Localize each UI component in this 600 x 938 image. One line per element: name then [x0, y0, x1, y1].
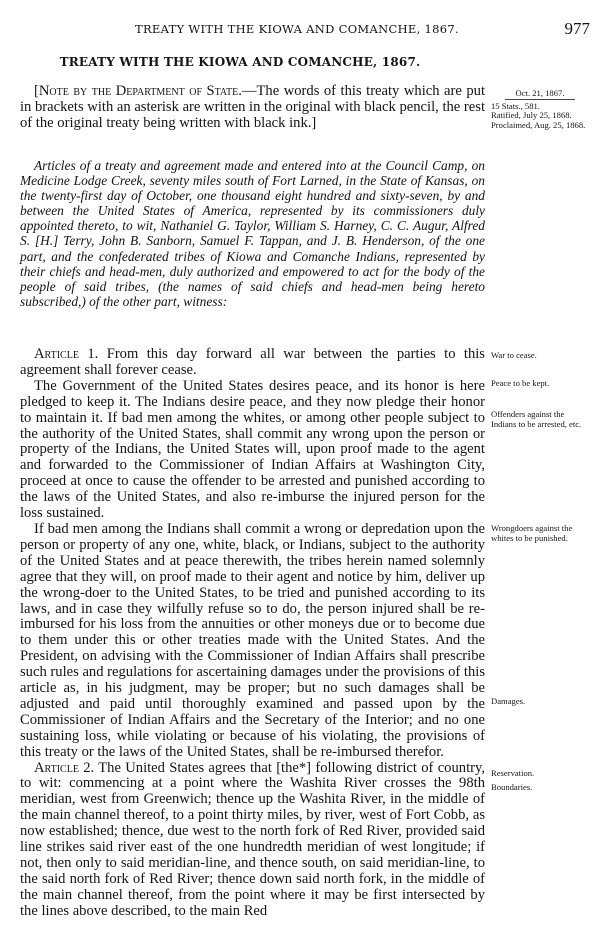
margin-notes: [491, 0, 591, 938]
articles: [20, 347, 485, 920]
running-head: TREATY WITH THE KIOWA AND COMANCHE, 1867.: [135, 22, 459, 36]
article-2-label: Article 2.: [34, 759, 95, 776]
note-text: —The words of this treaty which are put in brackets with an asterisk are written in the original with black pencil, the rest of the original treaty being written with black ink.]: [20, 83, 485, 131]
editorial-note: [Note by the Department of State.—The words of this treaty which are put in brackets with an asterisk are written in the original with black pencil, the rest of the original treaty being written with black ink.]: [20, 83, 485, 131]
margin-note-war: War to cease.: [491, 350, 537, 360]
article-1-para-2: The Government of the United States desires peace, and its honor is here pledged to keep it. The Indians desire peace, and they now pledge their honor to maintain it. If bad men among the whites, or among other people subject to the authority of the United States, shall commit any wrong upon the person or property of the Indians, the United States will, upon proof made to the agent and forwarded to the Commissioner of Indian Affairs at Washington City, proceed at once to cause the offender to be arrested and punished according to the laws of the United States, and also re-imburse the injured person for the loss sustained.: [20, 377, 485, 522]
margin-note-wrongdoers: Wrongdoers against the whites to be punished.: [491, 523, 573, 543]
margin-note-ratified: Ratified, July 25, 1868.: [491, 110, 572, 121]
margin-note-date: Oct. 21, 1867. 15 Stats., 581. Ratified, July 25, 1868. Proclaimed, Aug. 25, 1868.: [491, 89, 589, 130]
note-label: Note by the Department of State.: [38, 83, 242, 99]
margin-note-boundaries: Boundaries.: [491, 782, 533, 792]
margin-note-peace: Peace to be kept.: [491, 378, 550, 388]
article-2-para-1: Article 2. The United States agrees that [the*] following district of country, to wit: commencing at a point where the Washita River crosses the 98th meridian, west from Greenwich; thence up the Washita River, in the middle of the main channel thereof, to a point thirty miles, by river, west of Fort Cobb, as now established; thence, due west to the north fork of Red River, provided said line strikes said river east of the one hundredth meridian of west longitude; if not, then only to said meridian-line, and thence south, on said meridian-line, to the said north fork of Red River; thence down said north fork, in the middle of the main channel thereof, from the point where it may be first intersected by the lines above described, to the main Red: [20, 759, 485, 919]
page-number: 977: [564, 19, 590, 38]
preamble-text: Articles of a treaty and agreement made and entered into at the Council Camp, on Medicine Lodge Creek, seventy miles south of Fort Larned, in the State of Kansas, on the twenty-first day of October, one thousand eight hundred and sixty-seven, by and between the United States of America, represented by its commissioners duly appointed thereto, to wit, Nathaniel G. Taylor, William S. Harney, C. C. Augur, Alfred S. [H.] Terry, John B. Sanborn, Samuel F. Tappan, and J. B. Henderson, of the one part, and the confederated tribes of Kiowa and Comanche Indians, represented by their chiefs and head-men, duly authorized and empowered to act for the body of the people of said tribes, (the names of said chiefs and head-men being hereto subscribed,) of the other part, witness:: [20, 158, 485, 309]
article-1-label: Article 1.: [34, 346, 99, 362]
article-1-para-1: Article 1. From this day forward all war between the parties to this agreement shall forever cease.: [20, 346, 485, 378]
margin-note-proclaimed: Proclaimed, Aug. 25, 1868.: [491, 119, 586, 130]
margin-rule: [505, 99, 575, 100]
margin-note-reservation: Reservation.: [491, 768, 535, 778]
article-1-para-3: If bad men among the Indians shall commit a wrong or depredation upon the person or property of any one, white, black, or Indians, subject to the authority of the United States and at peace therewith, the tribes herein named solemnly agree that they will, on proof made to their agent and notice by him, deliver up the wrong-doer to the United States, to be tried and punished according to its laws, and in case they wilfully refuse so to do, the person injured shall be re-imbursed for his loss from the annuities or other moneys due or to become due to them under this or other treaties made with the United States. And the President, on advising with the Commissioner of Indian Affairs shall prescribe such rules and regulations for ascertaining damages under the provisions of this article as, in his judgment, may be proper; but no such damages shall be adjusted and paid until thoroughly examined and passed upon by the Commissioner of Indian Affairs and the Secretary of the Interior; and no one sustaining loss, while violating or because of his violating, the provisions of this treaty or the laws of the United States, shall be re-imbursed therefor.: [20, 520, 485, 760]
margin-note-stats: 15 Stats., 581.: [491, 100, 540, 111]
treaty-title: TREATY WITH THE KIOWA AND COMANCHE, 1867.: [59, 55, 421, 69]
margin-note-damages: Damages.: [491, 696, 526, 706]
margin-note-offenders: Offenders against the Indians to be arrested, etc.: [491, 409, 582, 429]
preamble: [20, 158, 485, 309]
